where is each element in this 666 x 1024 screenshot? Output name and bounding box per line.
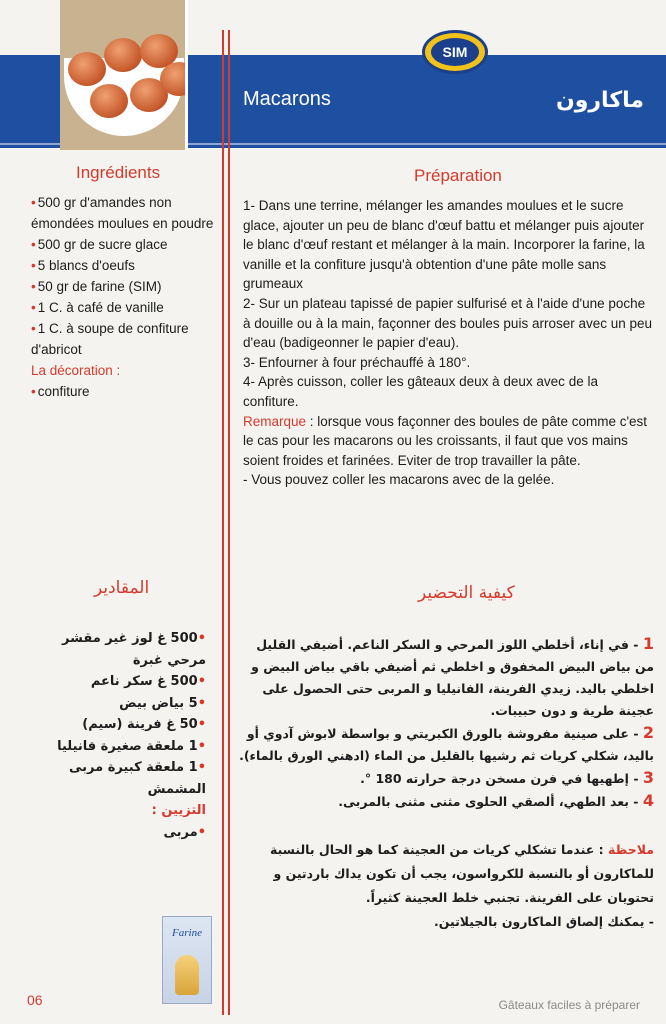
preparation-steps — [243, 196, 653, 490]
ar-ingredient-item: •50 غ فرينة (سيم) — [82, 717, 206, 732]
ar-ingredient-item: •500 غ سكر ناعم — [90, 674, 206, 689]
ar-step: 4 - بعد الطهي، ألصقي الحلوى مثنى مثنى بالمربى. — [338, 791, 654, 810]
sim-logo-text: SIM — [431, 38, 479, 66]
ar-note-label: ملاحظة — [608, 842, 654, 857]
decoration-item: • confiture — [31, 384, 90, 399]
ar-ingredients-list — [30, 628, 206, 843]
flour-package-label: Farine — [172, 927, 202, 939]
ar-ingredient-item: •1 ملعقة صغيرة فانيليا — [57, 738, 206, 754]
preparation-heading: Préparation — [414, 166, 502, 185]
page-title-fr: Macarons — [243, 88, 331, 110]
column-divider — [228, 30, 230, 1015]
ar-step: 1 - في إناء، أخلطي اللوز المرحي و السكر الناعم. أضيفي القليل من بياض البيض المخفوق و اخلطي ثم أضيفي باقي بياض البيض و اخلطي باليد. زيدي الفرينة، الفانيليا و المربى حتى الحصول على عجينة طرية و دون حبيبات. — [251, 634, 654, 718]
ingredient-item: • 5 blancs d'oeufs — [31, 258, 135, 273]
ar-step: 3 - إطهيها في فرن مسخن درجة حرارته 180 °. — [360, 768, 654, 787]
ar-note-extra: - يمكنك إلصاق الماكارون بالجيلاتين. — [434, 914, 654, 929]
ingredient-item: • 500 gr de sucre glace — [31, 237, 168, 252]
macaron-image — [104, 38, 142, 72]
ar-note — [238, 838, 654, 934]
step-text: 2- Sur un plateau tapissé de papier sulfurisé et à l'aide d'une poche à douille ou à la main, façonner des boules puis arroser avec un peu d'eau (badigeonner le papier d'eau). — [243, 295, 653, 351]
macaron-image — [68, 52, 106, 86]
wheat-icon — [175, 955, 199, 995]
ar-ingredient-item: •5 بياض بيض — [119, 695, 206, 711]
ingredient-item: • 1 C. à café de vanille — [31, 300, 164, 315]
sim-logo — [422, 30, 488, 74]
ingredient-item: • 50 gr de farine (SIM) — [31, 279, 162, 294]
page-title-ar: ماكارون — [555, 88, 644, 113]
remark-text: : lorsque vous façonner des boules de pâte comme c'est le cas pour les macarons ou les croissants, il faut que vos mains soient froides et farinées. Eviter de trop travailler la pâte. — [243, 413, 648, 468]
ingredients-list — [31, 192, 217, 402]
remark — [243, 412, 653, 471]
remark-label: Remarque — [243, 413, 307, 429]
ar-ingredient-item: •500 غ لوز غير مقشر مرحي غبرة — [62, 631, 206, 668]
ingredient-item: • 500 gr d'amandes non émondées moulues en poudre — [31, 195, 214, 231]
flour-package-image — [162, 916, 212, 1004]
remark-extra: - Vous pouvez coller les macarons avec de la gelée. — [243, 472, 555, 488]
ingredient-item: • 1 C. à soupe de confiture d'abricot — [31, 321, 189, 357]
ar-decoration-item: •مربى — [163, 824, 206, 840]
step-text: 1- Dans une terrine, mélanger les amandes moulues et le sucre glace, ajouter un peu de blanc d'œuf battu et mélanger puis ajouter le blanc d'œuf restant et mélanger à la main. Incorporer la farine, la vanille et la confiture jusqu'à obtention d'une pâte molle sans grumeaux — [243, 198, 645, 292]
ar-decoration-heading: التزيين : — [151, 803, 206, 818]
ar-note-text: : عندما تشكلي كريات من العجينة كما هو الحال بالنسبة للماكارون أو بالنسبة للكرواسون، يجب أن تكون يداك باردتين و تحتويان على الفرينة. تجنبي خلط العجينة كثيراً. — [269, 842, 654, 905]
step-text: 4- Après cuisson, coller les gâteaux deux à deux avec de la confiture. — [243, 374, 598, 409]
step-text: 3- Enfourner à four préchauffé à 180°. — [243, 354, 471, 370]
ar-preparation-heading: كيفية التحضير — [418, 583, 515, 603]
ar-step: 2 - على صينية مفروشة بالورق الكبريتي و بواسطة لابوش آدوي أو باليد، شكلي كريات ثم رشيها بالقليل من الماء (ادهني الورق بالماء). — [239, 723, 654, 763]
ar-preparation-steps — [238, 633, 654, 813]
ar-ingredient-item: •1 ملعقة كبيرة مربى المشمش — [69, 760, 206, 797]
column-divider — [222, 30, 224, 1015]
book-title-footer: Gâteaux faciles à préparer — [498, 998, 640, 1012]
decoration-heading: La décoration : — [31, 363, 121, 378]
page-number: 06 — [27, 992, 43, 1008]
ar-ingredients-heading: المقادير — [94, 578, 150, 598]
macarons-photo — [60, 0, 188, 150]
macaron-image — [90, 84, 128, 118]
ingredients-heading: Ingrédients — [76, 163, 161, 182]
